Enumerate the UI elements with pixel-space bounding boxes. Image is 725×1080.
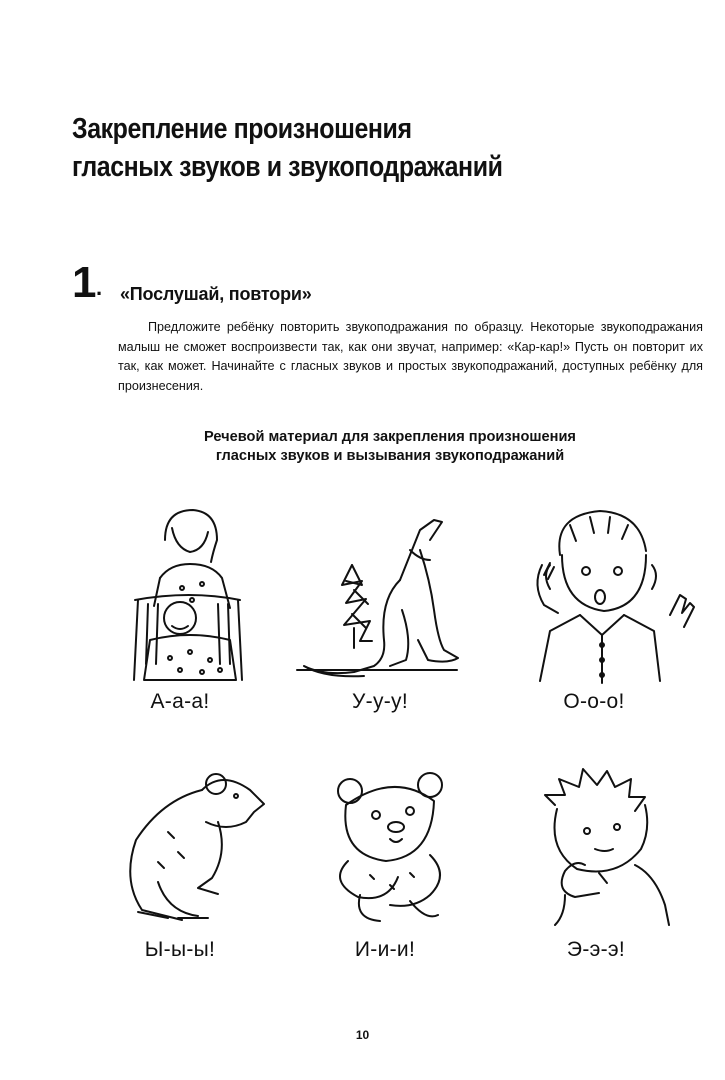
page-number: 10 <box>355 1028 370 1042</box>
material-heading <box>110 428 670 466</box>
material-heading-line-1: Речевой материал для закрепления произношения <box>204 429 576 445</box>
mother-baby-cradle-illustration <box>120 500 250 690</box>
sound-caption-o: О-о-о! <box>563 690 625 713</box>
sound-caption-u: У-у-у! <box>352 690 408 713</box>
sound-caption-e: Э-э-э! <box>566 938 626 961</box>
teddy-bear-cub-illustration <box>320 765 460 925</box>
exercise-number: 1 <box>72 258 97 307</box>
surprised-boy-illustration <box>520 505 695 690</box>
roaring-bear-illustration <box>118 762 273 927</box>
page-title-line-2: гласных звуков и звукоподражаний <box>72 151 503 183</box>
page-title-line-1: Закрепление произношения <box>72 113 412 145</box>
material-heading-line-2: гласных звуков и вызывания звукоподражаний <box>215 448 565 464</box>
page-title <box>72 110 605 186</box>
thinking-boy-illustration <box>525 765 685 930</box>
howling-wolf-illustration <box>292 510 467 685</box>
exercise-instruction: Предложите ребёнку повторить звукоподражания по образцу. Некоторые звукоподражания малыш не сможет воспроизвести так, как они звучат, например: «Кар-кар!» Пусть он повторит их так, как может. Начинайте с гласных звуков и простых звукоподражаний, доступных ребёнку для произнесения. <box>118 320 703 393</box>
sound-caption-y: Ы-ы-ы! <box>144 938 216 961</box>
sound-caption-i: И-и-и! <box>354 938 416 961</box>
exercise-number-dot: . <box>96 275 103 300</box>
sound-caption-a: А-а-а! <box>150 690 210 713</box>
exercise-title: «Послушай, повтори» <box>120 284 312 304</box>
